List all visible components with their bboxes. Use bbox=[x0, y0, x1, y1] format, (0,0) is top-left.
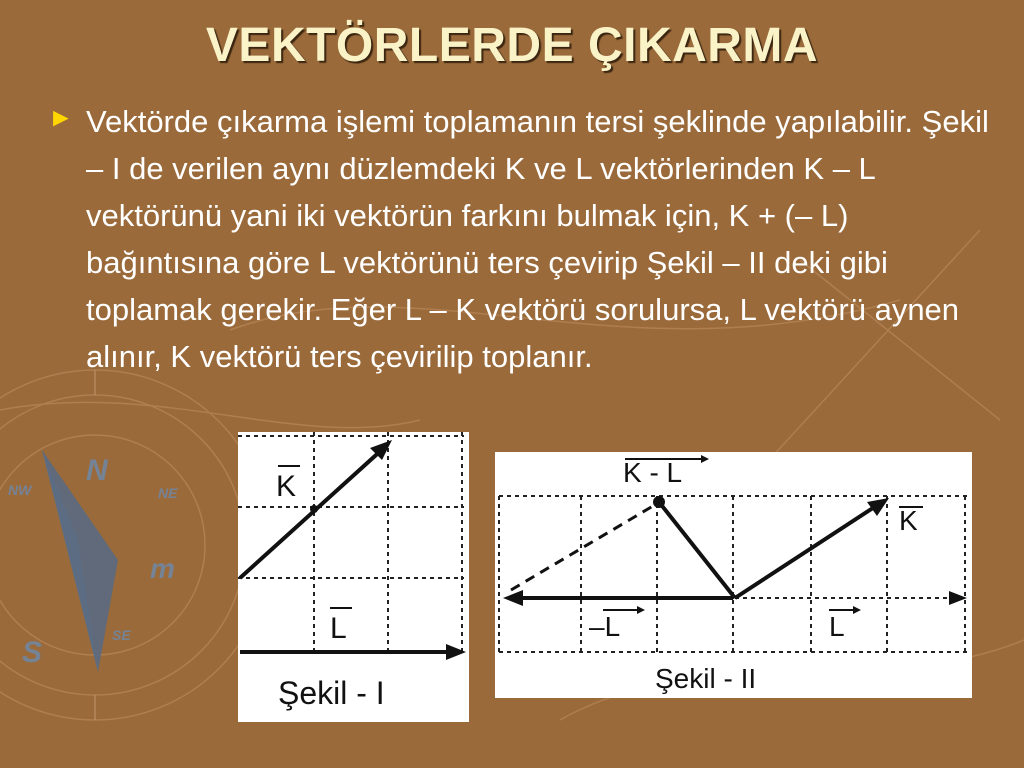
triangle-bullet-icon: ► bbox=[48, 102, 74, 132]
compass-letter-m: m bbox=[150, 553, 175, 584]
figure1-caption: Şekil - I bbox=[278, 675, 385, 711]
compass-letter-s: S bbox=[22, 636, 43, 669]
compass-letter-se: SE bbox=[112, 627, 131, 643]
figure1-l-label: L bbox=[330, 612, 347, 645]
figure-2 bbox=[495, 452, 972, 698]
slide-title: VEKTÖRLERDE ÇIKARMA bbox=[205, 19, 819, 72]
figure1-k-label: K bbox=[276, 470, 297, 503]
figure2-caption: Şekil - II bbox=[655, 663, 757, 694]
compass-letter-ne: NE bbox=[158, 485, 178, 501]
compass-letter-n: N bbox=[86, 454, 108, 487]
figure2-result-label: K - L bbox=[623, 457, 683, 488]
figure2-neg-l-label: –L bbox=[589, 611, 621, 642]
figure-1 bbox=[238, 432, 469, 722]
figure2-k-label: K bbox=[899, 505, 918, 536]
compass-letter-nw: NW bbox=[8, 482, 32, 498]
figure2-l-label: L bbox=[829, 611, 845, 642]
paragraph-text: Vektörde çıkarma işlemi toplamanın tersi şeklinde yapılabilir. Şekil – I de verilen aynı düzlemdeki K ve L vektörlerinden K – L vektörünü yani iki vektörün farkını bulmak için, K + (– L) bağıntısına göre L vektörünü ters çevirip Şekil – II deki gibi toplamak gerekir. Eğer L – K vektörü sorulursa, L vektörü aynen alınır, K vektörü ters çevirilip toplanır. bbox=[86, 104, 989, 374]
